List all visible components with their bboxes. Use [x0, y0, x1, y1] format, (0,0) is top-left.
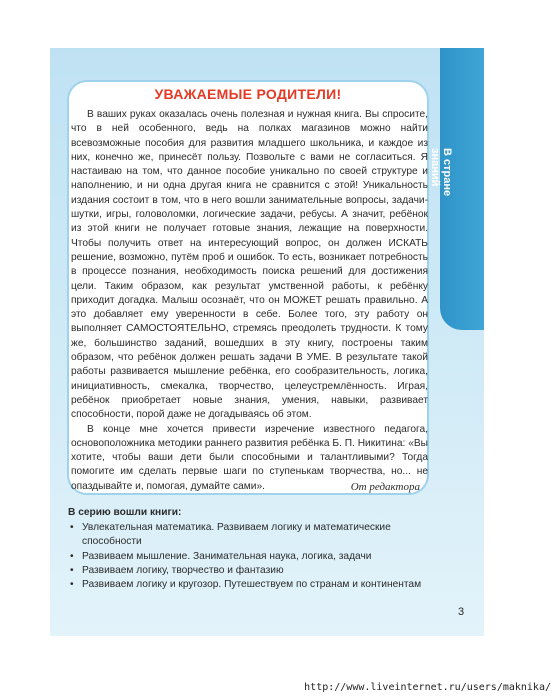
list-item: • Развиваем логику, творчество и фантазию [68, 564, 430, 578]
series-title: В серию вошли книги: [68, 507, 182, 518]
page-number: 3 [458, 606, 465, 618]
list-item: • Развиваем мышление. Занимательная наука, логика, задачи [68, 550, 430, 564]
paragraph-2: В конце мне хочется привести изречение известного педагога, основоположника методики раннего развития ребёнка Б. П. Никитина: «Вы хотите, чтобы ваши дети были способными и талантливыми? Тогда помогите им сделать первые шаги по ступенькам творчества, но... не опаздывайте и, помогая, думайте сами». [71, 423, 428, 492]
page-title: УВАЖАЕМЫЕ РОДИТЕЛИ! [154, 86, 342, 102]
series-list [68, 506, 430, 592]
signature: От редактора [350, 481, 420, 493]
list-item: • Увлекательная математика. Развиваем логику и математические способности [68, 521, 430, 549]
series-items [68, 521, 430, 592]
list-item: • Развиваем логику и кругозор. Путешествуем по странам и континентам [68, 578, 430, 592]
watermark-url[interactable]: http://www.liveinternet.ru/users/maknika/ [304, 682, 551, 693]
chapter-tab-label [425, 148, 453, 408]
paragraph-1: В ваших руках оказалась очень полезная и нужная книга. Вы спросите, что в ней особенного, ведь на полках магазинов можно найти всевозможные пособия для развития младшего школьника, и каждое из них, конечно же, принесёт пользу. Позвольте с вами не согласиться. Я настаиваю на том, что данное пособие уникально по своей структуре и наполнению, и ни одна другая книга не сравнится с этой! Уникальность издания состоит в том, что в него вошли занимательные вопросы, задачи-шутки, игры, головоломки, логические задачи, ребусы. А значит, ребёнок из этой книги не получает готовые знания, лежащие на поверхности. Чтобы получить ответ на интересующий вопрос, он должен ИСКАТЬ решение, возможно, путём проб и ошибок. То есть, возникает потребность в процессе познания, необходимость поиска решений для достижения цели. Таким образом, как результат умственной работы, к ребёнку приходит догадка. Малыш осознаёт, что он МОЖЕТ решать правильно. А это добавляет ему уверенности в себе. Более того, эту работу он выполняет САМОСТОЯТЕЛЬНО, стремясь преодолеть трудности. К тому же, большинство заданий, вошедших в эту книгу, построены таким образом, что ребёнок должен решать задачи В УМЕ. В результате такой работы развивается мышление ребёнка, его сообразительность, логика, инициативность, смекалка, творчество, целеустремлённость. Играя, ребёнок приобретает новые знания, умения, навыки, развивает способности, порой даже не догадываясь об этом. [71, 109, 428, 421]
body-text [71, 108, 428, 494]
chapter-tab-line1: В стране [441, 148, 453, 197]
chapter-tab-line2: знаний [429, 148, 441, 187]
